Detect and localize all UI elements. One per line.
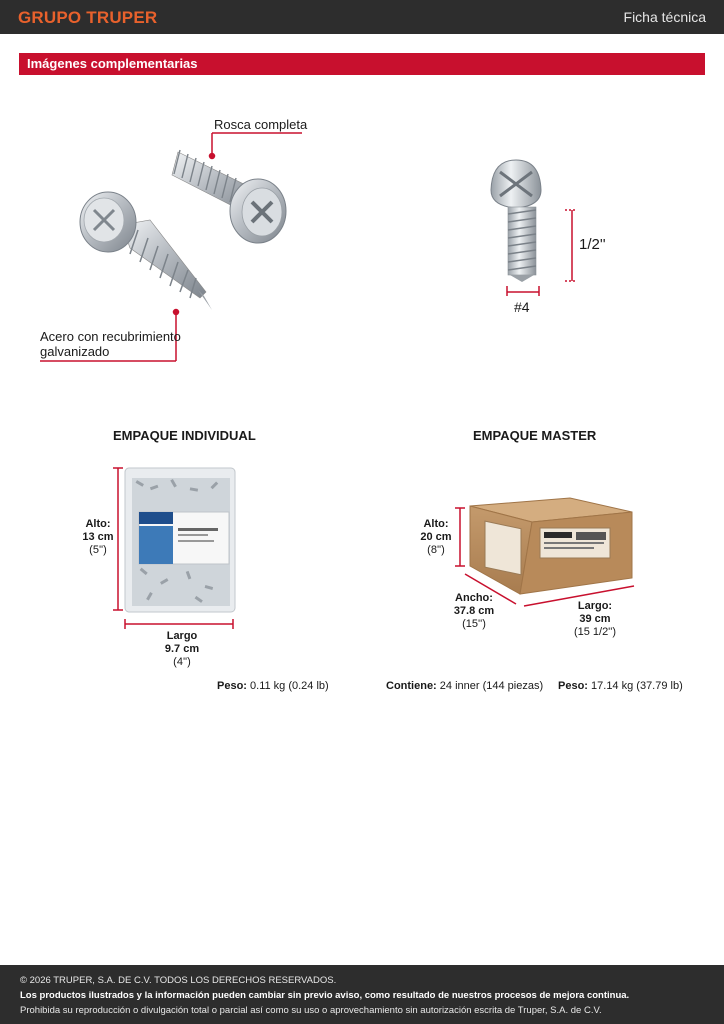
length-in: (15 1/2'') [573,626,617,638]
length-label: Largo [166,630,198,642]
height-cm: 20 cm [420,531,452,543]
screw-side-view [491,160,541,282]
individual-pack-heading: EMPAQUE INDIVIDUAL [113,428,256,443]
master-width-dimension [446,592,502,631]
height-cm: 13 cm [82,531,114,543]
weight-label: Peso: [558,680,588,692]
width-cm: 37.8 cm [453,605,495,617]
contents-value: 24 inner (144 piezas) [436,680,544,692]
individual-weight [217,680,329,692]
thread-label: Rosca completa [214,117,308,132]
screw-full-thread [172,150,286,243]
master-length-dimension [566,600,624,639]
length-cm: 39 cm [579,613,611,625]
master-box [470,498,632,594]
master-weight [558,680,683,692]
brand-logo: GRUPO TRUPER [18,8,158,27]
individual-length-dimension [154,630,210,669]
length-cm: 9.7 cm [164,643,200,655]
document-type: Ficha técnica [623,9,706,25]
individual-bag [125,468,235,612]
weight-label: Peso: [217,680,247,692]
individual-height-dimension [76,518,120,557]
master-height-dimension [412,518,460,557]
height-label: Alto: [423,518,449,530]
section-title: Imágenes complementarias [27,56,198,71]
contents-label: Contiene: [386,680,437,692]
height-in: (8'') [427,544,445,556]
weight-value: 17.14 kg (37.79 lb) [587,680,683,692]
height-in: (5'') [89,544,107,556]
master-pack-heading: EMPAQUE MASTER [473,428,597,443]
length-label: Largo: [577,600,613,612]
screw-galvanized [80,192,212,310]
height-label: Alto: [85,518,111,530]
width-in: (15'') [462,618,486,630]
weight-value: 0.11 kg (0.24 lb) [246,680,329,692]
material-label-line1: Acero con recubrimiento [40,329,181,344]
screw-gauge-label: #4 [514,299,530,315]
copyright-text: © 2026 TRUPER, S.A. DE C.V. TODOS LOS DERECHOS RESERVADOS. [20,975,337,986]
length-in: (4'') [173,656,191,668]
notice-text: Los productos ilustrados y la información pueden cambiar sin previo aviso, como resultado de nuestros procesos de mejora continua. [20,990,630,1001]
material-label-line2: galvanizado [40,344,110,359]
footer [0,965,724,1024]
screw-length-label: 1/2'' [579,236,606,253]
prohibition-text: Prohibida su reproducción o divulgación total o parcial así como su uso o aprovechamiento sin autorización escrita de Truper, S.A. de C.V. [20,1005,602,1016]
master-contents [386,680,543,692]
width-label: Ancho: [455,592,493,604]
